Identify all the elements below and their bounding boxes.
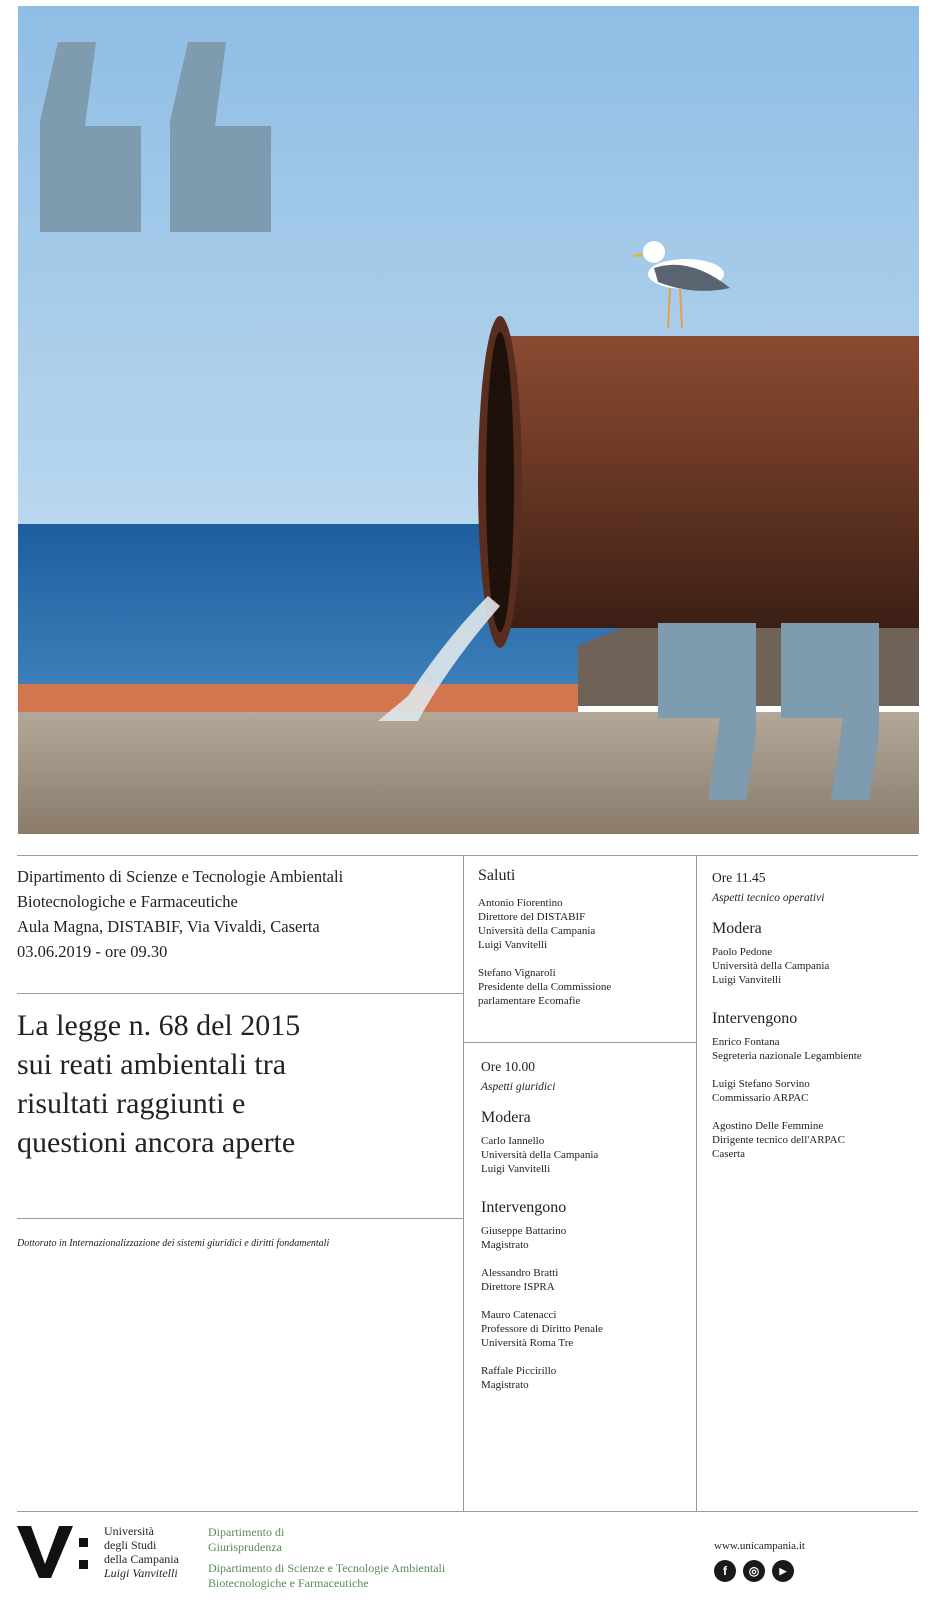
instagram-icon[interactable]: ◎	[743, 1560, 765, 1582]
speaker: Agostino Delle Femmine Dirigente tecnico dell'ARPAC Caserta	[712, 1120, 845, 1160]
speaker: Enrico Fontana Segreteria nazionale Legambiente	[712, 1036, 862, 1062]
saluti-section	[478, 866, 688, 1022]
top-divider	[17, 855, 918, 856]
session-1-moderator: Carlo Iannello Università della Campania Luigi Vanvitelli	[481, 1135, 599, 1175]
department-line-1: Dipartimento di Scienze e Tecnologie Ambientali	[17, 867, 344, 886]
departments: Dipartimento di Giurisprudenza Dipartimento di Scienze e Tecnologie Ambientali Biotecnologiche e Farmaceutiche	[208, 1525, 446, 1590]
session-2-moderator: Paolo Pedone Università della Campania Luigi Vanvitelli	[712, 946, 830, 986]
footer-divider	[17, 1511, 918, 1512]
session-2-moderator-heading: Modera	[712, 920, 762, 937]
speaker: Giuseppe Battarino Magistrato	[481, 1225, 567, 1251]
event-datetime: 03.06.2019 - ore 09.30	[17, 942, 168, 961]
venue: Aula Magna, DISTABIF, Via Vivaldi, Caserta	[17, 917, 320, 936]
session-2-speakers-heading: Intervengono	[712, 1010, 798, 1027]
university-logo-mark-icon	[17, 1524, 95, 1580]
title-line: La legge n. 68 del 2015	[17, 1009, 301, 1042]
university-logo	[17, 1524, 95, 1585]
university-name: Università degli Studi della Campania Luigi Vanvitelli	[104, 1524, 179, 1580]
event-title	[17, 1006, 447, 1162]
speaker: Mauro Catenacci Professore di Diritto Penale Università Roma Tre	[481, 1309, 603, 1349]
title-divider	[17, 1218, 463, 1219]
title-line: risultati raggiunti e	[17, 1087, 246, 1120]
youtube-icon[interactable]: ▶	[772, 1560, 794, 1582]
saluti-heading: Saluti	[478, 867, 516, 884]
department-line-2: Biotecnologiche e Farmaceutiche	[17, 892, 238, 911]
session-2-topic: Aspetti tecnico operativi	[712, 892, 825, 904]
info-divider	[17, 993, 463, 994]
session-1-speakers-heading: Intervengono	[481, 1199, 567, 1216]
session-1-time: Ore 10.00	[481, 1059, 535, 1074]
social-links	[714, 1560, 794, 1582]
session-1	[481, 1058, 686, 1406]
website-link[interactable]: www.unicampania.it	[714, 1540, 805, 1552]
title-line: sui reati ambientali tra	[17, 1048, 287, 1081]
saluti-person: Antonio Fiorentino Direttore del DISTABIF Università della Campania Luigi Vanvitelli	[478, 897, 596, 951]
speaker: Raffale Piccirillo Magistrato	[481, 1365, 557, 1391]
event-info	[17, 864, 343, 964]
title-line: questioni ancora aperte	[17, 1126, 296, 1159]
doctorate-note: Dottorato in Internazionalizzazione dei sistemi giuridici e diritti fondamentali	[17, 1238, 330, 1249]
column-divider-1	[463, 855, 464, 1511]
saluti-divider	[463, 1042, 696, 1043]
facebook-icon[interactable]: f	[714, 1560, 736, 1582]
saluti-person: Stefano Vignaroli Presidente della Commissione parlamentare Ecomafie	[478, 967, 612, 1007]
hero-photo	[18, 6, 919, 834]
session-2-time: Ore 11.45	[712, 870, 766, 885]
session-2	[712, 869, 917, 1175]
session-1-topic: Aspetti giuridici	[481, 1081, 556, 1093]
speaker: Alessandro Bratti Direttore ISPRA	[481, 1267, 559, 1293]
session-1-moderator-heading: Modera	[481, 1109, 531, 1126]
column-divider-2	[696, 855, 697, 1511]
speaker: Luigi Stefano Sorvino Commissario ARPAC	[712, 1078, 810, 1104]
